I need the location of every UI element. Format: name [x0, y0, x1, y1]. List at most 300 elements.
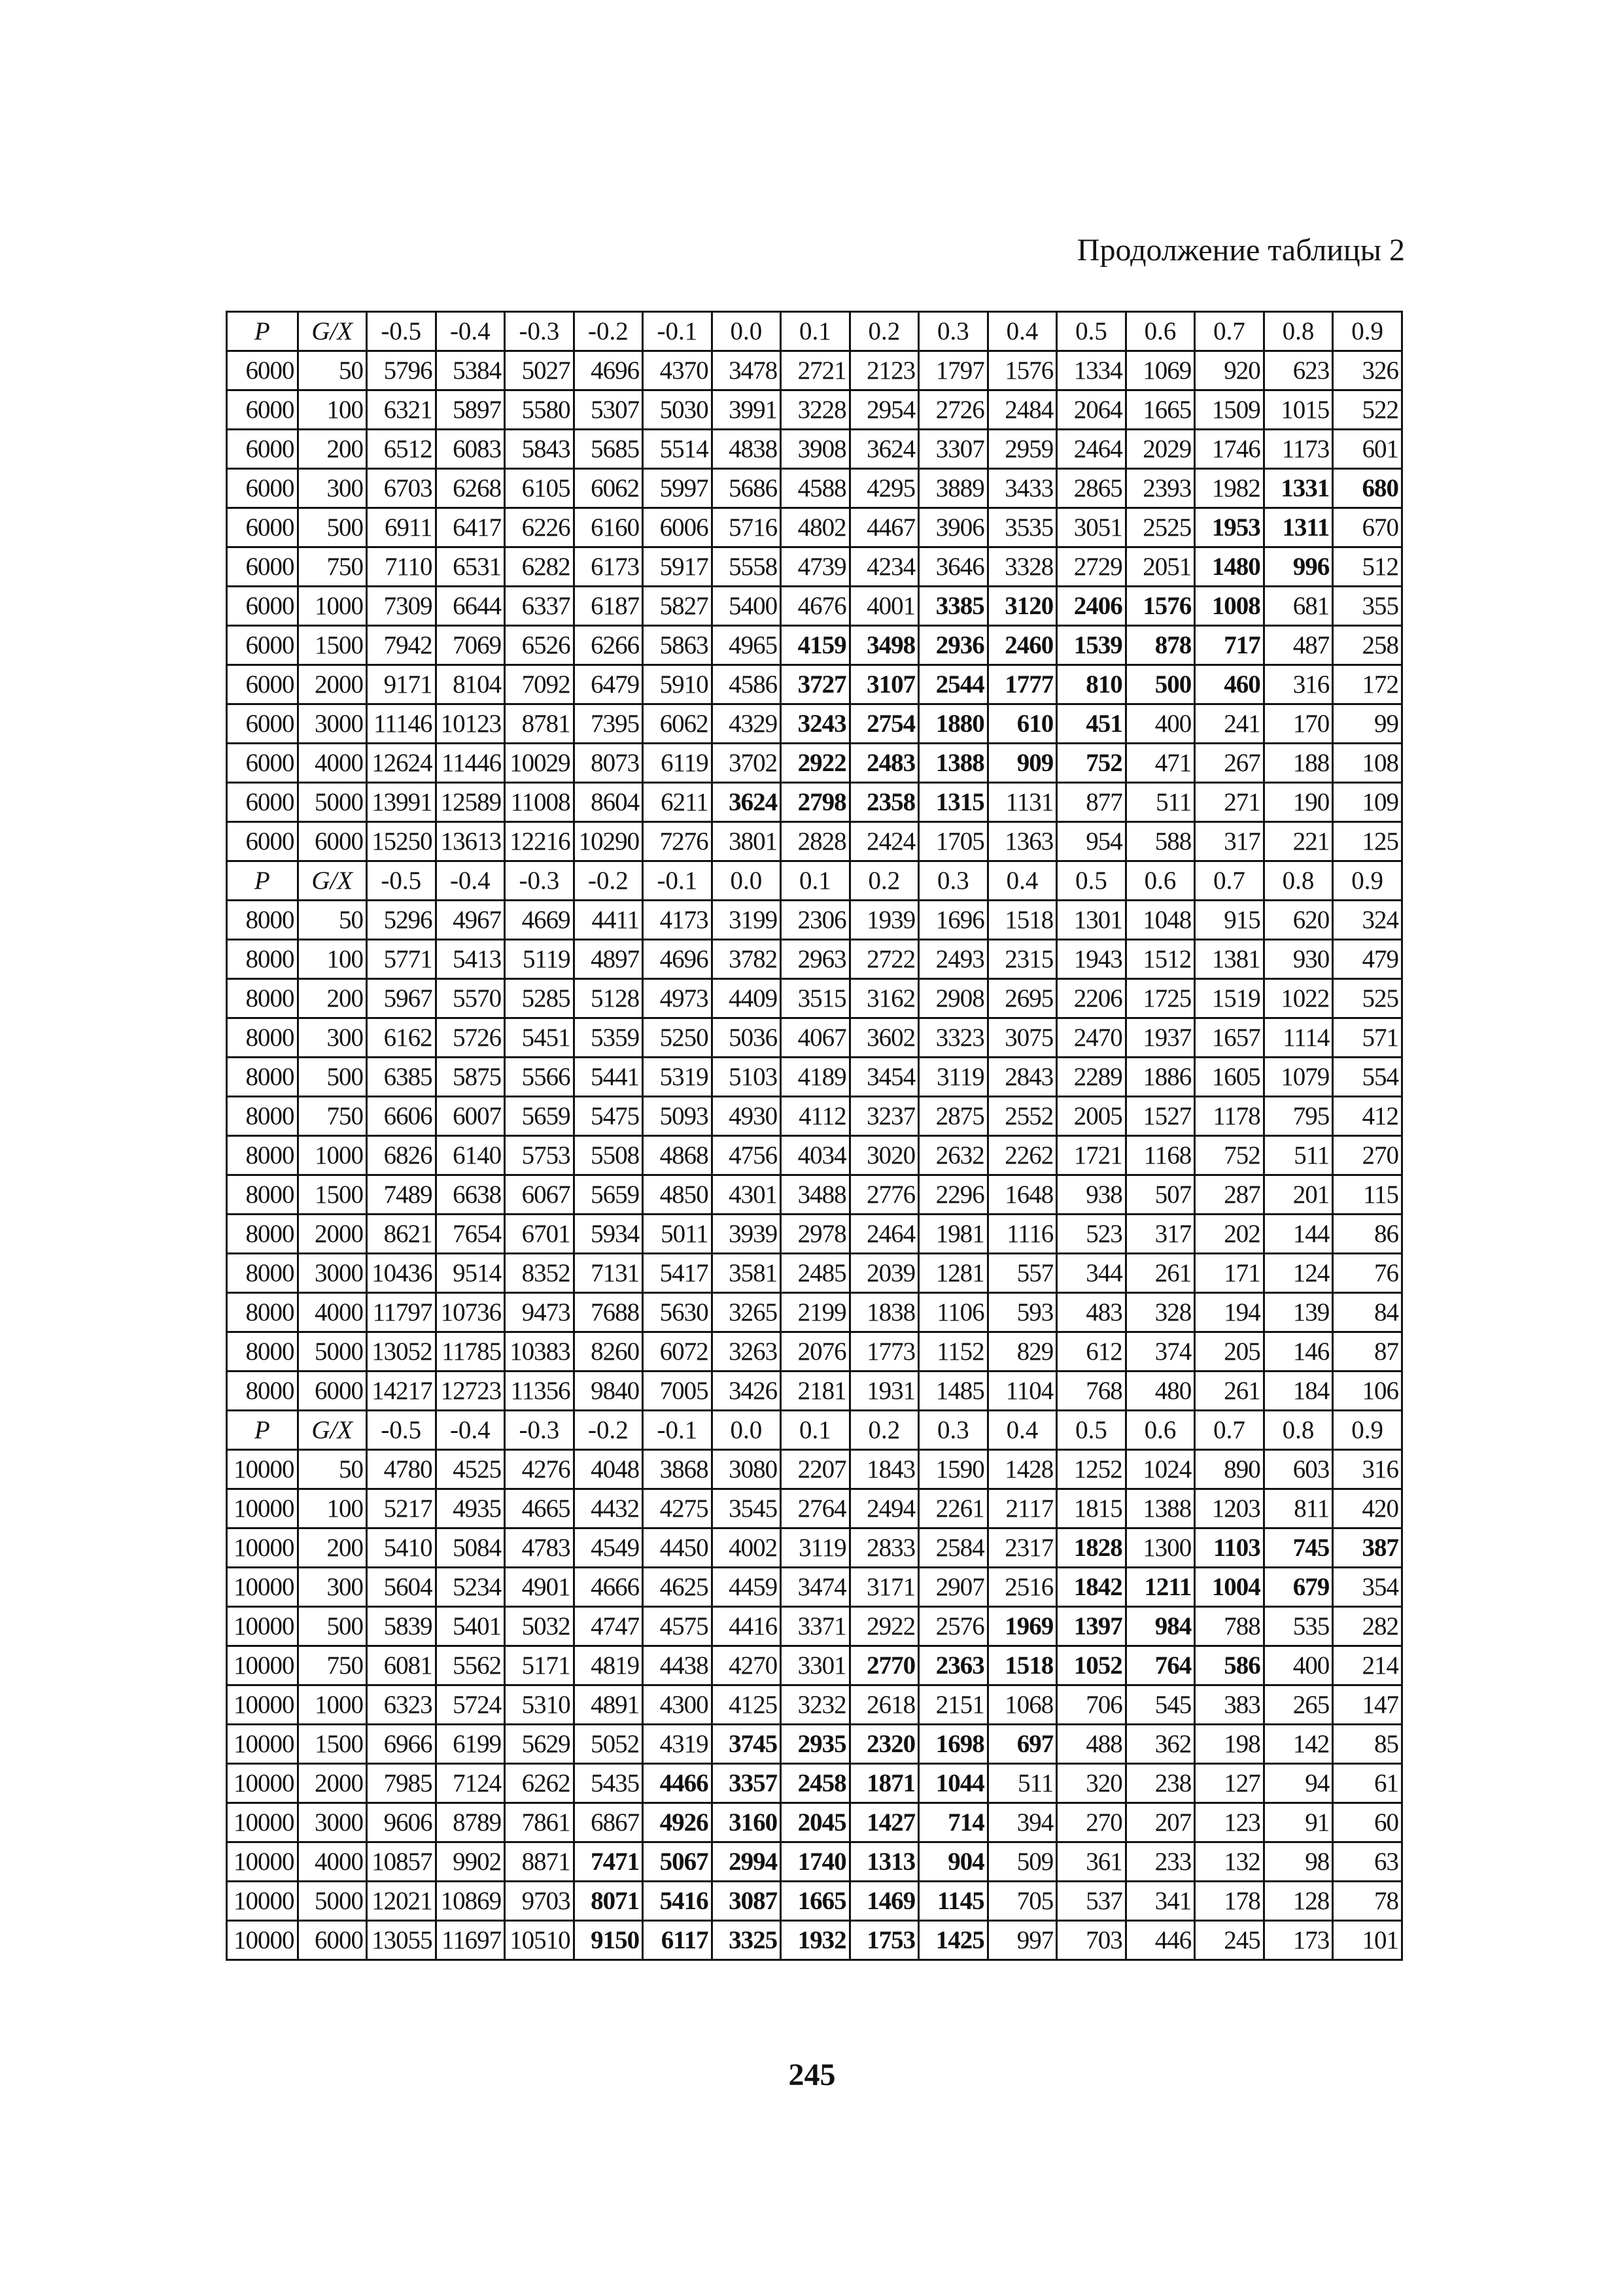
table-cell: 5508 [574, 1136, 643, 1175]
table-cell: 2261 [919, 1489, 988, 1528]
table-cell: 6826 [367, 1136, 436, 1175]
table-cell: 1838 [850, 1293, 919, 1332]
table-cell: 5413 [436, 940, 505, 979]
table-cell: 317 [1195, 822, 1264, 861]
table-cell: 4159 [781, 626, 850, 665]
table-cell: 4625 [643, 1568, 712, 1607]
table-cell: 3243 [781, 704, 850, 744]
table-row [227, 1058, 1402, 1097]
table-cell: 6000 [298, 1921, 367, 1960]
table-cell: 2207 [781, 1450, 850, 1489]
table-cell: 300 [298, 1018, 367, 1058]
table-cell: 507 [1126, 1175, 1195, 1215]
table-cell: 5839 [367, 1607, 436, 1646]
table-cell: 2393 [1126, 469, 1195, 508]
table-cell: 6526 [505, 626, 574, 665]
table-cell: 1363 [988, 822, 1057, 861]
table-cell: 5967 [367, 979, 436, 1018]
table-cell: 1937 [1126, 1018, 1195, 1058]
table-cell: 412 [1333, 1097, 1402, 1136]
table-cell: 2963 [781, 940, 850, 979]
table-cell: 6000 [227, 547, 298, 587]
table-cell: 4973 [643, 979, 712, 1018]
table-cell: 5296 [367, 901, 436, 940]
table-cell: 4549 [574, 1528, 643, 1568]
table-cell: 354 [1333, 1568, 1402, 1607]
table-cell: 100 [298, 940, 367, 979]
table-cell: 2922 [781, 744, 850, 783]
table-cell: 4467 [850, 508, 919, 547]
table-cell: 500 [298, 1058, 367, 1097]
table-cell: 8000 [227, 1058, 298, 1097]
table-cell: 4459 [712, 1568, 781, 1607]
table-cell: 1152 [919, 1332, 988, 1372]
table-cell: 2406 [1057, 587, 1126, 626]
header-cell: -0.2 [574, 312, 643, 351]
table-cell: 6000 [227, 390, 298, 430]
table-cell: 200 [298, 1528, 367, 1568]
table-cell: 63 [1333, 1842, 1402, 1882]
table-row [227, 1725, 1402, 1764]
table-cell: 12216 [505, 822, 574, 861]
table-cell: 4756 [712, 1136, 781, 1175]
table-cell: 2576 [919, 1607, 988, 1646]
header-cell: 0.6 [1126, 312, 1195, 351]
table-cell: 4575 [643, 1607, 712, 1646]
table-cell: 6000 [227, 744, 298, 783]
table-cell: 100 [298, 390, 367, 430]
table-cell: 2978 [781, 1215, 850, 1254]
table-cell: 139 [1264, 1293, 1333, 1332]
table-cell: 10000 [227, 1882, 298, 1921]
table-cell: 877 [1057, 783, 1126, 822]
table-cell: 6000 [227, 469, 298, 508]
table-cell: 2726 [919, 390, 988, 430]
table-cell: 2907 [919, 1568, 988, 1607]
table-cell: 1665 [781, 1882, 850, 1921]
header-cell: -0.1 [643, 1411, 712, 1450]
table-cell: 750 [298, 547, 367, 587]
table-cell: 1518 [988, 901, 1057, 940]
table-cell: 9606 [367, 1803, 436, 1842]
header-cell: 0.5 [1057, 1411, 1126, 1450]
table-cell: 1397 [1057, 1607, 1126, 1646]
table-cell: 3162 [850, 979, 919, 1018]
table-cell: 4783 [505, 1528, 574, 1568]
table-cell: 681 [1264, 587, 1333, 626]
table-cell: 10000 [227, 1921, 298, 1960]
table-cell: 5580 [505, 390, 574, 430]
table-cell: 5562 [436, 1646, 505, 1685]
table-cell: 11785 [436, 1332, 505, 1372]
table-row [227, 1332, 1402, 1372]
table-cell: 4891 [574, 1685, 643, 1725]
table-cell: 270 [1333, 1136, 1402, 1175]
table-cell: 1500 [298, 1725, 367, 1764]
table-cell: 9473 [505, 1293, 574, 1332]
table-cell: 1657 [1195, 1018, 1264, 1058]
table-cell: 5171 [505, 1646, 574, 1685]
table-cell: 4696 [574, 351, 643, 390]
table-row [227, 1921, 1402, 1960]
table-cell: 50 [298, 1450, 367, 1489]
table-cell: 6173 [574, 547, 643, 587]
header-cell: 0.8 [1264, 861, 1333, 901]
table-row [227, 508, 1402, 547]
table-cell: 2754 [850, 704, 919, 744]
table-cell: 2039 [850, 1254, 919, 1293]
table-cell: 1953 [1195, 508, 1264, 547]
table-cell: 127 [1195, 1764, 1264, 1803]
table-cell: 6000 [227, 508, 298, 547]
table-cell: 3535 [988, 508, 1057, 547]
table-cell: 460 [1195, 665, 1264, 704]
table-cell: 4112 [781, 1097, 850, 1136]
table-cell: 2729 [1057, 547, 1126, 587]
table-cell: 1969 [988, 1607, 1057, 1646]
table-cell: 8073 [574, 744, 643, 783]
table-cell: 3515 [781, 979, 850, 1018]
table-cell: 4466 [643, 1764, 712, 1803]
table-cell: 1203 [1195, 1489, 1264, 1528]
table-cell: 2936 [919, 626, 988, 665]
header-cell: -0.1 [643, 312, 712, 351]
table-cell: 764 [1126, 1646, 1195, 1685]
table-cell: 6867 [574, 1803, 643, 1842]
table-row [227, 704, 1402, 744]
table-cell: 500 [298, 1607, 367, 1646]
table-cell: 76 [1333, 1254, 1402, 1293]
table-row [227, 1450, 1402, 1489]
table-cell: 697 [988, 1725, 1057, 1764]
table-cell: 717 [1195, 626, 1264, 665]
table-cell: 6638 [436, 1175, 505, 1215]
table-cell: 1842 [1057, 1568, 1126, 1607]
table-cell: 2005 [1057, 1097, 1126, 1136]
table-cell: 3325 [712, 1921, 781, 1960]
table-cell: 750 [298, 1646, 367, 1685]
table-cell: 2315 [988, 940, 1057, 979]
table-cell: 4868 [643, 1136, 712, 1175]
header-cell: -0.2 [574, 1411, 643, 1450]
header-cell: G/X [298, 1411, 367, 1450]
header-cell: 0.7 [1195, 861, 1264, 901]
table-cell: 4409 [712, 979, 781, 1018]
table-cell: 1469 [850, 1882, 919, 1921]
table-cell: 3889 [919, 469, 988, 508]
table-cell: 1103 [1195, 1528, 1264, 1568]
table-cell: 4301 [712, 1175, 781, 1215]
table-row [227, 1136, 1402, 1175]
table-caption: Продолжение таблицы 2 [1077, 233, 1405, 267]
table-cell: 4000 [298, 744, 367, 783]
table-cell: 2320 [850, 1725, 919, 1764]
table-cell: 61 [1333, 1764, 1402, 1803]
table-cell: 8621 [367, 1215, 436, 1254]
table-cell: 6000 [227, 704, 298, 744]
table-cell: 1252 [1057, 1450, 1126, 1489]
table-cell: 1381 [1195, 940, 1264, 979]
table-row [227, 1254, 1402, 1293]
table-cell: 1079 [1264, 1058, 1333, 1097]
table-cell: 100 [298, 1489, 367, 1528]
table-cell: 10000 [227, 1489, 298, 1528]
table-container [226, 311, 1403, 1961]
table-cell: 1485 [919, 1372, 988, 1411]
table-cell: 194 [1195, 1293, 1264, 1332]
table-cell: 2618 [850, 1685, 919, 1725]
table-cell: 3265 [712, 1293, 781, 1332]
table-cell: 3051 [1057, 508, 1126, 547]
table-cell: 5401 [436, 1607, 505, 1646]
table-cell: 10000 [227, 1842, 298, 1882]
table-cell: 1315 [919, 783, 988, 822]
table-cell: 3263 [712, 1332, 781, 1372]
table-cell: 768 [1057, 1372, 1126, 1411]
table-cell: 703 [1057, 1921, 1126, 1960]
table-cell: 2494 [850, 1489, 919, 1528]
table-cell: 4666 [574, 1568, 643, 1607]
table-cell: 1931 [850, 1372, 919, 1411]
table-cell: 480 [1126, 1372, 1195, 1411]
table-cell: 5384 [436, 351, 505, 390]
table-cell: 2296 [919, 1175, 988, 1215]
table-cell: 4669 [505, 901, 574, 940]
table-cell: 5084 [436, 1528, 505, 1568]
table-cell: 3301 [781, 1646, 850, 1685]
table-row [227, 1293, 1402, 1332]
table-cell: 1106 [919, 1293, 988, 1332]
table-cell: 706 [1057, 1685, 1126, 1725]
table-cell: 7688 [574, 1293, 643, 1332]
table-cell: 3478 [712, 351, 781, 390]
table-cell: 4275 [643, 1489, 712, 1528]
table-cell: 173 [1264, 1921, 1333, 1960]
table-cell: 341 [1126, 1882, 1195, 1921]
table-cell: 394 [988, 1803, 1057, 1842]
table-cell: 8781 [505, 704, 574, 744]
table-cell: 1104 [988, 1372, 1057, 1411]
table-cell: 6000 [227, 783, 298, 822]
table-cell: 1648 [988, 1175, 1057, 1215]
table-cell: 8000 [227, 1136, 298, 1175]
table-cell: 2552 [988, 1097, 1057, 1136]
table-cell: 361 [1057, 1842, 1126, 1882]
table-cell: 14217 [367, 1372, 436, 1411]
header-cell: 0.9 [1333, 1411, 1402, 1450]
table-cell: 2117 [988, 1489, 1057, 1528]
table-cell: 3323 [919, 1018, 988, 1058]
table-cell: 623 [1264, 351, 1333, 390]
table-cell: 2764 [781, 1489, 850, 1528]
table-cell: 5067 [643, 1842, 712, 1882]
table-cell: 2922 [850, 1607, 919, 1646]
table-cell: 4838 [712, 430, 781, 469]
table-cell: 8260 [574, 1332, 643, 1372]
table-cell: 3328 [988, 547, 1057, 587]
table-cell: 7131 [574, 1254, 643, 1293]
table-cell: 6512 [367, 430, 436, 469]
header-cell: 0.2 [850, 312, 919, 351]
table-cell: 172 [1333, 665, 1402, 704]
table-cell: 221 [1264, 822, 1333, 861]
table-cell: 1131 [988, 783, 1057, 822]
header-cell: -0.3 [505, 861, 574, 901]
table-cell: 909 [988, 744, 1057, 783]
table-cell: 11446 [436, 744, 505, 783]
table-cell: 10000 [227, 1646, 298, 1685]
table-cell: 2076 [781, 1332, 850, 1372]
table-cell: 5435 [574, 1764, 643, 1803]
table-cell: 11356 [505, 1372, 574, 1411]
table-cell: 5416 [643, 1882, 712, 1921]
table-cell: 1576 [988, 351, 1057, 390]
table-cell: 5659 [505, 1097, 574, 1136]
table-cell: 7309 [367, 587, 436, 626]
table-cell: 50 [298, 351, 367, 390]
table-cell: 4276 [505, 1450, 574, 1489]
table-cell: 1815 [1057, 1489, 1126, 1528]
header-cell: P [227, 861, 298, 901]
table-cell: 6067 [505, 1175, 574, 1215]
table-cell: 512 [1333, 547, 1402, 587]
table-cell: 300 [298, 1568, 367, 1607]
header-cell: -0.4 [436, 861, 505, 901]
table-cell: 4034 [781, 1136, 850, 1175]
table-row [227, 1803, 1402, 1842]
table-cell: 1871 [850, 1764, 919, 1803]
table-cell: 5475 [574, 1097, 643, 1136]
header-cell: -0.5 [367, 1411, 436, 1450]
table-cell: 5000 [298, 783, 367, 822]
table-cell: 2695 [988, 979, 1057, 1018]
table-cell: 8789 [436, 1803, 505, 1842]
table-cell: 188 [1264, 744, 1333, 783]
table-cell: 471 [1126, 744, 1195, 783]
table-cell: 201 [1264, 1175, 1333, 1215]
table-cell: 3906 [919, 508, 988, 547]
table-cell: 8000 [227, 1293, 298, 1332]
table-cell: 1334 [1057, 351, 1126, 390]
table-cell: 3939 [712, 1215, 781, 1254]
table-cell: 930 [1264, 940, 1333, 979]
table-cell: 238 [1126, 1764, 1195, 1803]
table-cell: 355 [1333, 587, 1402, 626]
header-cell: 0.4 [988, 312, 1057, 351]
table-cell: 258 [1333, 626, 1402, 665]
table-cell: 420 [1333, 1489, 1402, 1528]
table-cell: 1576 [1126, 587, 1195, 626]
table-cell: 1705 [919, 822, 988, 861]
table-cell: 5011 [643, 1215, 712, 1254]
table-cell: 3602 [850, 1018, 919, 1058]
table-cell: 537 [1057, 1882, 1126, 1921]
table-cell: 3727 [781, 665, 850, 704]
table-cell: 5000 [298, 1332, 367, 1372]
table-cell: 5685 [574, 430, 643, 469]
header-cell: 0.1 [781, 861, 850, 901]
header-cell: -0.5 [367, 861, 436, 901]
table-cell: 4850 [643, 1175, 712, 1215]
header-cell: 0.8 [1264, 312, 1333, 351]
table-cell: 2000 [298, 1215, 367, 1254]
table-cell: 9150 [574, 1921, 643, 1960]
table-cell: 383 [1195, 1685, 1264, 1725]
table-cell: 9840 [574, 1372, 643, 1411]
table-cell: 200 [298, 979, 367, 1018]
table-cell: 2181 [781, 1372, 850, 1411]
table-cell: 1665 [1126, 390, 1195, 430]
table-row [227, 1764, 1402, 1803]
table-cell: 2000 [298, 1764, 367, 1803]
table-cell: 6081 [367, 1646, 436, 1685]
table-cell: 1428 [988, 1450, 1057, 1489]
table-cell: 5570 [436, 979, 505, 1018]
table-cell: 4329 [712, 704, 781, 744]
table-cell: 5441 [574, 1058, 643, 1097]
table-cell: 7092 [505, 665, 574, 704]
table-cell: 1746 [1195, 430, 1264, 469]
table-cell: 1388 [1126, 1489, 1195, 1528]
table-cell: 6479 [574, 665, 643, 704]
table-cell: 5875 [436, 1058, 505, 1097]
table-cell: 101 [1333, 1921, 1402, 1960]
header-cell: -0.3 [505, 312, 574, 351]
table-cell: 5917 [643, 547, 712, 587]
table-cell: 5036 [712, 1018, 781, 1058]
table-cell: 115 [1333, 1175, 1402, 1215]
table-cell: 6199 [436, 1725, 505, 1764]
table-row [227, 1685, 1402, 1725]
header-cell: G/X [298, 861, 367, 901]
table-cell: 328 [1126, 1293, 1195, 1332]
table-cell: 1590 [919, 1450, 988, 1489]
table-cell: 3646 [919, 547, 988, 587]
table-row [227, 469, 1402, 508]
table-cell: 6000 [227, 822, 298, 861]
table-cell: 4897 [574, 940, 643, 979]
header-cell: 0.0 [712, 861, 781, 901]
header-cell: 0.3 [919, 1411, 988, 1450]
table-cell: 3119 [919, 1058, 988, 1097]
table-cell: 324 [1333, 901, 1402, 940]
table-cell: 522 [1333, 390, 1402, 430]
table-cell: 2776 [850, 1175, 919, 1215]
table-cell: 387 [1333, 1528, 1402, 1568]
table-cell: 2908 [919, 979, 988, 1018]
table-row [227, 1018, 1402, 1058]
table-cell: 1000 [298, 1685, 367, 1725]
table-cell: 5514 [643, 430, 712, 469]
table-cell: 10000 [227, 1568, 298, 1607]
table-cell: 317 [1126, 1215, 1195, 1254]
table-cell: 10436 [367, 1254, 436, 1293]
table-cell: 811 [1264, 1489, 1333, 1528]
table-cell: 10383 [505, 1332, 574, 1372]
table-cell: 2306 [781, 901, 850, 940]
table-cell: 679 [1264, 1568, 1333, 1607]
table-cell: 5753 [505, 1136, 574, 1175]
table-cell: 10869 [436, 1882, 505, 1921]
header-cell: -0.1 [643, 861, 712, 901]
table-cell: 4001 [850, 587, 919, 626]
table-cell: 4739 [781, 547, 850, 587]
table-cell: 2123 [850, 351, 919, 390]
table-cell: 13052 [367, 1332, 436, 1372]
table-cell: 2935 [781, 1725, 850, 1764]
table-cell: 10510 [505, 1921, 574, 1960]
table-cell: 4696 [643, 940, 712, 979]
